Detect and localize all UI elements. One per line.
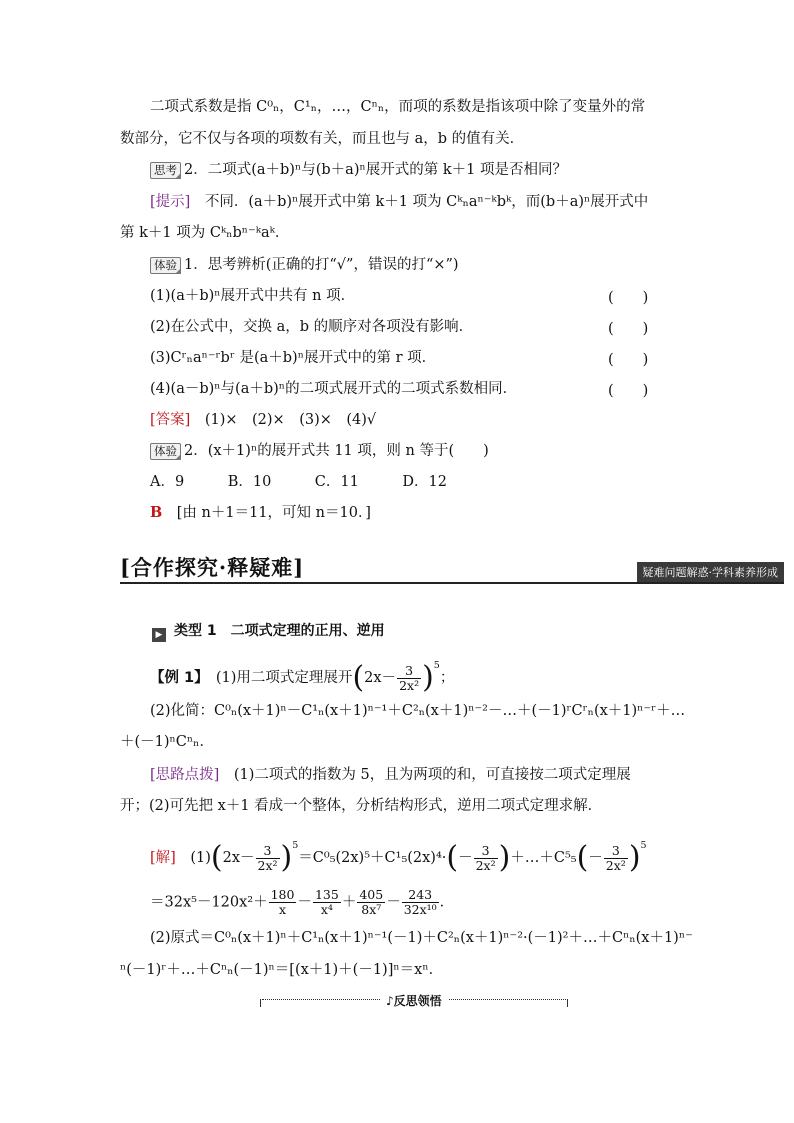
paren-close: ) bbox=[498, 840, 511, 875]
solution-line-1: [解] (1)(2x－ $\frac{3}{\text{2x²}}$ )$^5$＝C⁰₅(2x)⁵＋C¹₅(2x)⁴·(－ $\frac{3}{\text{2x²}}$ )＋…＋C⁵₅(－ $\frac{3}{\text{2x²}}$ )$^5$ bbox=[150, 840, 647, 875]
frac-num: 243 bbox=[402, 888, 439, 903]
section-title: [合作探究·释疑难] bbox=[120, 555, 305, 580]
play-icon: ▶ bbox=[152, 628, 166, 642]
frac-num: 3 bbox=[474, 844, 498, 859]
solution-1-prefix: (1) bbox=[190, 850, 211, 866]
exp2-answer-text: [由 n＋1＝11，可知 n＝10．] bbox=[176, 505, 371, 521]
sol-frac-a bbox=[256, 844, 280, 873]
divider-cap-right bbox=[563, 999, 568, 1007]
reflect-label: ♪反思领悟 bbox=[380, 992, 448, 1009]
solution-2-prefix: ＝32x⁵－120x²＋ bbox=[150, 894, 268, 911]
frac-num: 180 bbox=[270, 887, 295, 902]
exp1-item-4: (4)(a－b)ⁿ与(a＋b)ⁿ的二项式展开式的二项式系数相同． bbox=[150, 381, 518, 397]
paren-close: ) bbox=[422, 660, 434, 695]
type-1-label: 类型 1 二项式定理的正用、逆用 bbox=[174, 623, 385, 639]
frac-den: x bbox=[279, 902, 287, 917]
exp1-title bbox=[150, 255, 459, 275]
exp-5: 5 bbox=[640, 840, 647, 851]
paren-open: ( bbox=[352, 660, 365, 695]
hint-block-2: 开；(2)可先把 x＋1 看成一个整体，分析结构形式，逆用二项式定理求解． bbox=[120, 798, 603, 814]
exp1-item-1: (1)(a＋b)ⁿ展开式中共有 n 项． bbox=[150, 288, 356, 304]
exp1-tag: 体验 bbox=[150, 257, 181, 274]
reflect-divider bbox=[262, 992, 566, 1008]
paren-open: ( bbox=[446, 840, 459, 875]
frac-den: 2x² bbox=[605, 857, 626, 873]
example-part-1 bbox=[150, 656, 454, 693]
section-subtitle: 疑难问题解惑·学科素养形成 bbox=[637, 562, 785, 582]
intro-line-1: 二项式系数是指 C⁰ₙ，C¹ₙ，…，Cⁿₙ，而项的系数是指该项中除了变量外的常 bbox=[150, 99, 646, 115]
hint-block-1 bbox=[150, 765, 631, 785]
paren-2: ( ) bbox=[608, 321, 649, 337]
frac-den: 2x² bbox=[257, 857, 278, 873]
frac-135 bbox=[313, 888, 341, 917]
frac-den: 2x² bbox=[399, 677, 420, 693]
sol-frac-b bbox=[474, 844, 498, 873]
solution-tag: [解] bbox=[150, 850, 176, 866]
frac-den: 8x⁷ bbox=[361, 902, 382, 917]
example-p1-prefix: (1)用二项式定理展开 bbox=[215, 670, 353, 686]
frac-num: 3 bbox=[256, 844, 280, 859]
paren-4: ( ) bbox=[608, 383, 649, 399]
example-p1-expr: 2x－ bbox=[364, 670, 397, 686]
hint-line-2: 第 k＋1 项为 Cᵏₙbⁿ⁻ᵏaᵏ． bbox=[120, 225, 290, 241]
frac-num: 3 bbox=[604, 844, 628, 859]
solution-line-2: ＝32x⁵－120x²＋ $\frac{180}{x}$ － $\frac{135}{\text{x⁴}}$ ＋ $\frac{405}{\text{8x⁷}}$ － $\frac{243}{\text{32x¹⁰}}$ ． bbox=[150, 887, 455, 917]
example-part-2-l1: (2)化简：C⁰ₙ(x＋1)ⁿ－C¹ₙ(x＋1)ⁿ⁻¹＋C²ₙ(x＋1)ⁿ⁻²－…＋(－1)ʳCʳₙ(x＋1)ⁿ⁻ʳ＋… bbox=[150, 703, 686, 719]
frac-num: 405 bbox=[359, 887, 384, 902]
answer-tag: [答案] bbox=[150, 412, 191, 428]
answer-text: (1)× (2)× (3)× (4)√ bbox=[204, 412, 377, 428]
frac-180 bbox=[269, 888, 297, 917]
exp2-tag: 体验 bbox=[150, 443, 181, 460]
hint-block-text-1: (1)二项式的指数为 5，且为两项的和，可直接按二项式定理展 bbox=[233, 767, 631, 783]
frac-243 bbox=[402, 888, 439, 917]
hint-line-1 bbox=[150, 192, 648, 212]
exp2-answer-letter: B bbox=[150, 504, 163, 521]
frac-den: x⁴ bbox=[320, 902, 333, 917]
paren-1: ( ) bbox=[608, 290, 649, 306]
exp2-question bbox=[150, 441, 489, 461]
example-exp: 5 bbox=[433, 660, 440, 671]
exp-5: 5 bbox=[292, 840, 299, 851]
paren-close: ) bbox=[628, 840, 641, 875]
think-question: 2．二项式(a＋b)ⁿ与(b＋a)ⁿ展开式的第 k＋1 项是否相同？ bbox=[184, 162, 567, 178]
example-p1-suffix: ； bbox=[439, 670, 455, 686]
solution-line-4: ⁿ(－1)ʳ＋…＋Cⁿₙ(－1)ⁿ＝[(x＋1)＋(－1)]ⁿ＝xⁿ． bbox=[120, 962, 444, 978]
intro-line-2: 数部分，它不仅与各项的项数有关，而且也与 a，b 的值有关． bbox=[120, 131, 525, 147]
section-header bbox=[120, 552, 784, 584]
frac-405 bbox=[357, 888, 385, 917]
frac-num: 135 bbox=[314, 887, 339, 902]
paren-open: ( bbox=[210, 840, 223, 875]
hint-tag: [提示] bbox=[150, 194, 191, 210]
example-part-2-l2: ＋(－1)ⁿCⁿₙ． bbox=[120, 734, 214, 750]
exp2-options: A．9 B．10 C．11 D．12 bbox=[150, 474, 447, 490]
paren-close: ) bbox=[280, 840, 293, 875]
think-2 bbox=[150, 160, 567, 180]
exp1-item-2: (2)在公式中，交换 a，b 的顺序对各项没有影响． bbox=[150, 319, 474, 335]
think-tag: 思考 bbox=[150, 162, 181, 179]
solution-line-3: (2)原式＝C⁰ₙ(x＋1)ⁿ＋C¹ₙ(x＋1)ⁿ⁻¹(－1)＋C²ₙ(x＋1)ⁿ⁻²·(－1)²＋…＋Cⁿₙ(x＋1)ⁿ⁻ bbox=[150, 930, 693, 946]
paren-open: ( bbox=[576, 840, 589, 875]
example-tag: 【例 1】 bbox=[150, 670, 202, 686]
exp2-question-text: 2．(x＋1)ⁿ的展开式共 11 项，则 n 等于( ) bbox=[184, 443, 489, 459]
hint-block-tag: [思路点拨] bbox=[150, 767, 220, 783]
exp1-title-text: 1．思考辨析(正确的打“√”，错误的打“×”) bbox=[184, 257, 459, 273]
sol-frac-c bbox=[604, 844, 628, 873]
exp1-item-3: (3)Cʳₙaⁿ⁻ʳbʳ 是(a＋b)ⁿ展开式中的第 r 项． bbox=[150, 350, 437, 366]
solution-1-mid: ＝C⁰₅(2x)⁵＋C¹₅(2x)⁴· bbox=[298, 850, 447, 866]
divider-cap-left bbox=[260, 999, 265, 1007]
exp1-answer bbox=[150, 410, 376, 430]
frac-den: 32x¹⁰ bbox=[403, 902, 437, 917]
hint-text-1: 不同．(a＋b)ⁿ展开式中第 k＋1 项为 Cᵏₙaⁿ⁻ᵏbᵏ，而(b＋a)ⁿ展开式中 bbox=[204, 194, 649, 210]
type-1-heading bbox=[152, 620, 385, 642]
frac-den: 2x² bbox=[475, 857, 496, 873]
solution-1-tail: ＋…＋C⁵₅ bbox=[510, 850, 577, 866]
exp2-answer bbox=[150, 503, 371, 523]
example-fraction bbox=[397, 664, 421, 693]
paren-3: ( ) bbox=[608, 352, 649, 368]
frac-num: 3 bbox=[397, 664, 421, 679]
